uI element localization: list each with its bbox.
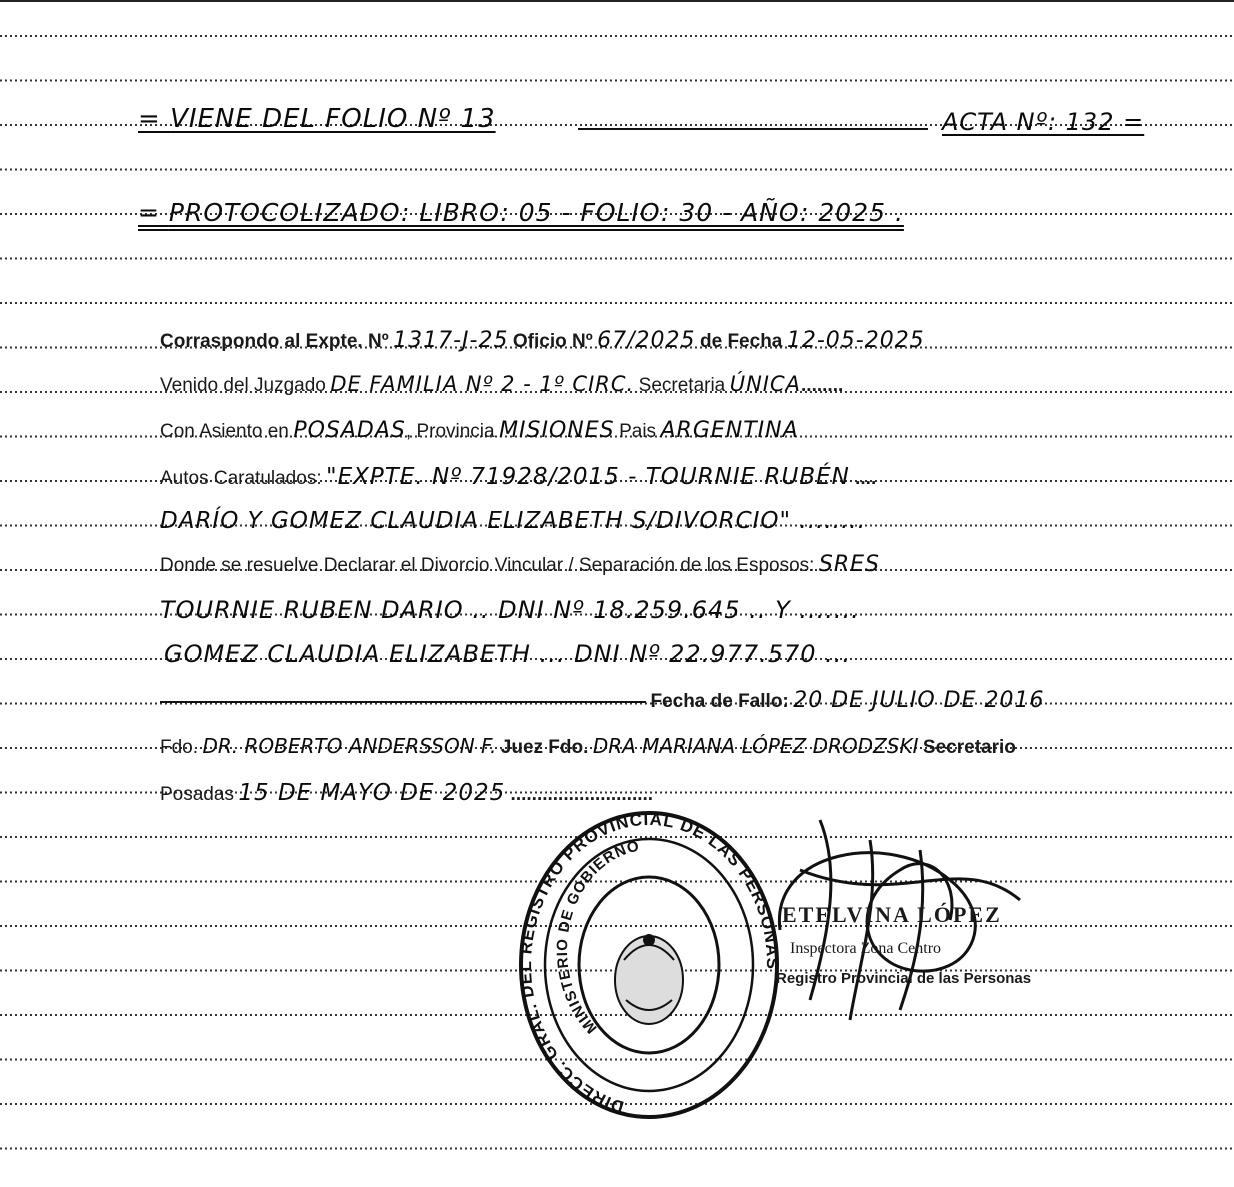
value-secretario: DRA MARIANA LÓPEZ DRODZSKI	[592, 734, 919, 758]
value-esposa: GOMEZ CLAUDIA ELIZABETH ... DNI Nº 22.977.570 ...	[164, 640, 852, 668]
value-pais: ARGENTINA	[660, 418, 799, 443]
label-oficio: Oficio Nº	[512, 331, 593, 352]
value-autos-2: DARÍO Y GOMEZ CLAUDIA ELIZABETH S/DIVORCIO" ........	[160, 508, 866, 534]
form-line-autos: Autos Caratulados: "EXPTE. Nº 71928/2015 - TOURNIE RUBÉN ....	[160, 464, 877, 490]
fallo-rule	[160, 701, 646, 703]
official-stamp	[514, 800, 784, 1130]
acta-number: ACTA Nº: 132 =	[942, 108, 1145, 136]
form-line-posadas: Posadas 15 DE MAYO DE 2025 ...........................	[160, 780, 654, 806]
value-autos-1: "EXPTE. Nº 71928/2015 - TOURNIE RUBÉN	[326, 464, 850, 490]
value-juez: DR. ROBERTO ANDERSSON F.	[202, 734, 497, 758]
value-asiento: POSADAS	[293, 418, 406, 443]
value-sres: SRES	[818, 552, 881, 577]
signer-org: Registro Provincial de las Personas	[776, 970, 1032, 987]
stamp-outer-text: DIRECC. GRAL. DEL REGISTRO PROVINCIAL DE LAS PERSONAS	[516, 809, 783, 1117]
header-rule	[578, 128, 928, 130]
label-secretaria: Secretaria	[638, 375, 726, 396]
value-oficio: 67/2025	[597, 328, 696, 353]
viene-del-folio: = VIENE DEL FOLIO Nº 13	[138, 104, 496, 134]
label-fdo-juez: Fdo.	[160, 737, 199, 758]
value-esposo: TOURNIE RUBEN DARIO .. DNI Nº 18.259.645 .. Y .......	[160, 596, 860, 624]
label-secretario: Secretario	[922, 737, 1016, 758]
form-line-resuelve	[160, 552, 880, 577]
label-resuelve: Donde se resuelve Declarar el Divorcio Vincular / Separación de los Esposos:	[160, 555, 815, 576]
label-autos: Autos Caratulados:	[160, 468, 322, 489]
stamp-inner-text: MINISTERIO DE GOBIERNO	[553, 837, 642, 1037]
label-expte: Corraspondo al Expte. Nº	[160, 331, 389, 352]
label-fecha: de Fecha	[700, 331, 783, 352]
label-juez: Juez Fdo.	[500, 737, 589, 758]
value-fecha-posadas: 15 DE MAYO DE 2025	[238, 780, 506, 806]
form-line-expte	[160, 328, 925, 353]
value-fecha: 12-05-2025	[786, 328, 925, 353]
value-fallo: 20 DE JULIO DE 2016	[793, 688, 1045, 713]
form-line-juzgado: Venido del Juzgado DE FAMILIA Nº 2 - 1º CIRC. Secretaria ÚNICA........	[160, 372, 844, 396]
value-expte: 1317-J-25	[393, 328, 509, 353]
form-line-fallo	[160, 688, 1045, 713]
value-juzgado: DE FAMILIA Nº 2 - 1º CIRC.	[330, 372, 635, 396]
form-line-asiento: Con Asiento en POSADAS, Provincia MISIONES Pais ARGENTINA	[160, 418, 799, 443]
protocolizado: = PROTOCOLIZADO: LIBRO: 05 - FOLIO: 30 - AÑO: 2025 .	[138, 198, 904, 227]
form-line-firmas	[160, 734, 1016, 759]
label-pais: Pais	[619, 421, 657, 442]
label-juzgado: Venido del Juzgado	[160, 375, 326, 396]
label-posadas: Posadas	[160, 784, 234, 805]
label-provincia: Provincia	[416, 421, 495, 442]
page-top-edge	[0, 0, 1234, 12]
label-fallo: Fecha de Fallo:	[650, 691, 789, 712]
value-provincia: MISIONES	[499, 418, 615, 443]
value-secretaria: ÚNICA	[729, 372, 802, 396]
signer-title: Inspectora Zona Centro	[790, 940, 942, 957]
signer-name: ETELVINA LÓPEZ	[782, 902, 1002, 927]
label-asiento: Con Asiento en	[160, 421, 289, 442]
coat-of-arms-icon	[615, 934, 683, 1024]
